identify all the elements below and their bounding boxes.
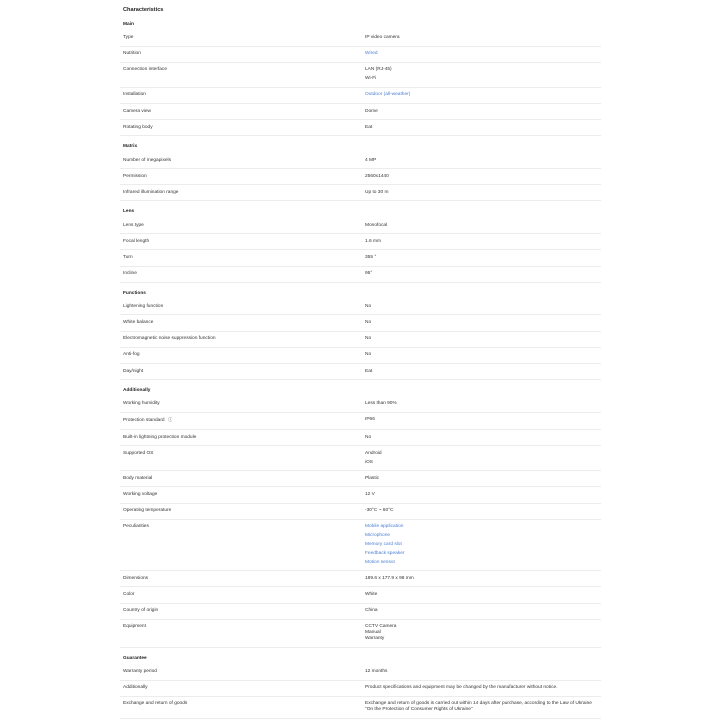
- spec-row-supported-os: [120, 446, 601, 471]
- spec-value-permission: 2560x1440: [365, 173, 389, 179]
- spec-row-guarantee-additionally: [120, 681, 601, 697]
- peculiarity-link-memory-card-slot[interactable]: Memory card slot: [365, 541, 402, 547]
- spec-value-day-night: Eat: [365, 368, 373, 374]
- spec-value-nutrition: [365, 51, 601, 57]
- section-lens: [120, 201, 601, 282]
- spec-row-body-material: [120, 471, 601, 487]
- peculiarity-link-mobile-application[interactable]: Mobile application: [365, 524, 404, 530]
- spec-label-text: Protection standard: [123, 418, 165, 424]
- spec-value-body-material: Plastic: [365, 475, 380, 481]
- spec-row-focal-length: [120, 234, 601, 250]
- spec-row-camera-view: [120, 104, 601, 120]
- spec-row-lightning-protection: [120, 430, 601, 446]
- spec-value-number-of-megapixels: 4 MP: [365, 157, 377, 163]
- spec-label-rotating-body: Rotating body: [123, 124, 153, 130]
- spec-value-camera-view: Dome: [365, 108, 378, 114]
- spec-row-warranty-period: [120, 664, 601, 680]
- section-heading-lens: Lens: [123, 209, 135, 215]
- spec-label-day-night: Day/night: [123, 368, 144, 374]
- spec-row-working-voltage: [120, 487, 601, 503]
- spec-row-color: [120, 587, 601, 603]
- spec-value-incline: 95°: [365, 271, 373, 277]
- spec-row-day-night: [120, 364, 601, 380]
- spec-label-supported-os: Supported OS: [123, 450, 154, 456]
- spec-value-lightening-function: No: [365, 303, 372, 309]
- spec-row-nutrition: [120, 47, 601, 63]
- spec-label-infrared-range: Infrared illumination range: [123, 189, 179, 195]
- spec-label-equipment: Equipment: [123, 624, 146, 630]
- spec-label-operating-temperature: Operating temperature: [123, 508, 172, 514]
- spec-value-infrared-range: Up to 30 m: [365, 189, 389, 195]
- section-heading-matrix: Matrix: [123, 144, 138, 150]
- spec-label-dimensions: Dimensions: [123, 575, 149, 581]
- spec-value-item: LAN (RJ-45): [365, 67, 392, 73]
- peculiarity-link-feedback-speaker[interactable]: Feedback speaker: [365, 550, 405, 556]
- spec-label-warranty-period: Warranty period: [123, 669, 157, 674]
- spec-label-country-of-origin: Country of origin: [123, 608, 159, 614]
- spec-value-exchange-and-return: Exchange and return of goods is carried out within 14 days after purchase, according to the Law of Ukraine "On the Protection of Consumer Rights of Ukraine": [365, 701, 592, 713]
- spec-value-lightning-protection: No: [365, 434, 372, 440]
- spec-row-installation: [120, 88, 601, 104]
- spec-row-permission: [120, 169, 601, 185]
- spec-label-nutrition: Nutrition: [123, 51, 141, 57]
- spec-value-country-of-origin: China: [365, 608, 378, 614]
- spec-value-lens-type: Monofocal: [365, 222, 388, 228]
- spec-row-noise-suppression: [120, 332, 601, 348]
- section-matrix: [120, 136, 601, 201]
- info-icon[interactable]: [168, 417, 173, 422]
- spec-row-infrared-range: [120, 185, 601, 201]
- spec-label-type: Type: [123, 35, 134, 41]
- spec-value-protection-standard: IP66: [365, 417, 375, 423]
- spec-label-anti-fog: Anti-fog: [123, 352, 140, 358]
- spec-row-connection-interface: [120, 63, 601, 88]
- spec-row-turn: [120, 250, 601, 266]
- spec-label-peculiarities: Peculiarities: [123, 524, 149, 530]
- spec-value-white-balance: No: [365, 320, 372, 326]
- spec-value-item: iOS: [365, 459, 373, 465]
- spec-label-number-of-megapixels: Number of megapixels: [123, 157, 171, 163]
- spec-label-white-balance: White balance: [123, 320, 154, 326]
- spec-value-item: Manual: [365, 630, 381, 636]
- spec-value-equipment: [365, 624, 601, 642]
- spec-label-focal-length: Focal length: [123, 238, 150, 244]
- spec-value-warranty-period: 12 months: [365, 669, 388, 674]
- section-main: [120, 14, 601, 136]
- spec-row-lightening-function: [120, 299, 601, 315]
- spec-row-country-of-origin: [120, 604, 601, 620]
- section-additionally: [120, 380, 601, 648]
- spec-value-working-humidity: Less than 90%: [365, 401, 397, 407]
- spec-value-supported-os: [365, 451, 601, 466]
- spec-row-dimensions: [120, 571, 601, 587]
- spec-label-guarantee-additionally: Additionally: [123, 685, 148, 691]
- spec-label-working-voltage: Working voltage: [123, 492, 158, 497]
- spec-label-exchange-and-return: Exchange and return of goods: [123, 701, 188, 707]
- spec-label-camera-view: Camera view: [123, 108, 151, 114]
- spec-row-protection-standard: [120, 413, 601, 430]
- spec-value-turn: 355 °: [365, 254, 377, 260]
- spec-row-lens-type: [120, 218, 601, 234]
- section-heading-additionally: Additionally: [123, 388, 151, 394]
- spec-row-exchange-and-return: [120, 697, 601, 719]
- spec-row-number-of-megapixels: [120, 153, 601, 169]
- spec-label-turn: Turn: [123, 254, 133, 260]
- spec-value-peculiarities: [365, 524, 601, 565]
- spec-value-installation: [365, 92, 601, 98]
- spec-value-item: Android: [365, 450, 382, 456]
- nutrition-link[interactable]: Wired: [365, 51, 378, 57]
- spec-row-peculiarities: [120, 520, 601, 571]
- spec-label-working-humidity: Working humidity: [123, 401, 160, 407]
- spec-row-working-humidity: [120, 397, 601, 413]
- spec-label-body-material: Body material: [123, 475, 153, 481]
- spec-value-item: Warranty: [365, 636, 385, 642]
- peculiarity-link-microphone[interactable]: Microphone: [365, 533, 391, 539]
- spec-label-noise-suppression: Electromagnetic noise suppression function: [123, 336, 216, 342]
- spec-value-type: IP video camera: [365, 35, 400, 41]
- section-functions: [120, 283, 601, 380]
- section-heading-main: Main: [123, 22, 134, 27]
- spec-value-guarantee-additionally: Product specifications and equipment may be changed by the manufacturer without notice.: [365, 685, 558, 691]
- spec-value-noise-suppression: No: [365, 336, 372, 342]
- spec-row-equipment: [120, 620, 601, 648]
- spec-value-rotating-body: Eat: [365, 124, 373, 130]
- spec-row-anti-fog: [120, 348, 601, 364]
- spec-label-color: Color: [123, 591, 135, 597]
- spec-value-dimensions: 189.6 x 177.9 x 98 mm: [365, 575, 414, 581]
- spec-row-incline: [120, 267, 601, 283]
- spec-row-operating-temperature: [120, 504, 601, 520]
- peculiarity-link-motion-sensor[interactable]: Motion sensor: [365, 559, 396, 565]
- spec-value-item: Wi-Fi: [365, 76, 377, 82]
- page-title: Characteristics: [123, 7, 164, 13]
- section-heading-guarantee: Guarantee: [123, 655, 147, 661]
- spec-label-incline: Incline: [123, 271, 137, 277]
- spec-row-type: [120, 31, 601, 47]
- spec-value-working-voltage: 12 V: [365, 492, 375, 497]
- spec-label-installation: Installation: [123, 92, 146, 98]
- spec-label-permission: Permission: [123, 173, 147, 179]
- spec-label-lightening-function: Lightening function: [123, 303, 164, 309]
- spec-row-white-balance: [120, 315, 601, 331]
- spec-value-color: White: [365, 591, 378, 597]
- installation-link[interactable]: Outdoor (all-weather): [365, 92, 411, 98]
- spec-value-item: CCTV Camera: [365, 624, 397, 630]
- section-guarantee: [120, 648, 601, 719]
- spec-row-rotating-body: [120, 120, 601, 136]
- spec-value-operating-temperature: -30°C ~ 60°C: [365, 508, 394, 514]
- spec-label-protection-standard: [123, 417, 365, 424]
- section-heading-functions: Functions: [123, 290, 146, 296]
- spec-label-lens-type: Lens type: [123, 222, 144, 228]
- spec-value-anti-fog: No: [365, 352, 372, 358]
- spec-label-lightning-protection: Built-in lightning protection module: [123, 434, 197, 440]
- spec-value-connection-interface: [365, 67, 601, 82]
- characteristics-panel: [120, 0, 601, 719]
- spec-label-connection-interface: Connection interface: [123, 67, 167, 73]
- spec-value-focal-length: 1.6 mm: [365, 238, 381, 244]
